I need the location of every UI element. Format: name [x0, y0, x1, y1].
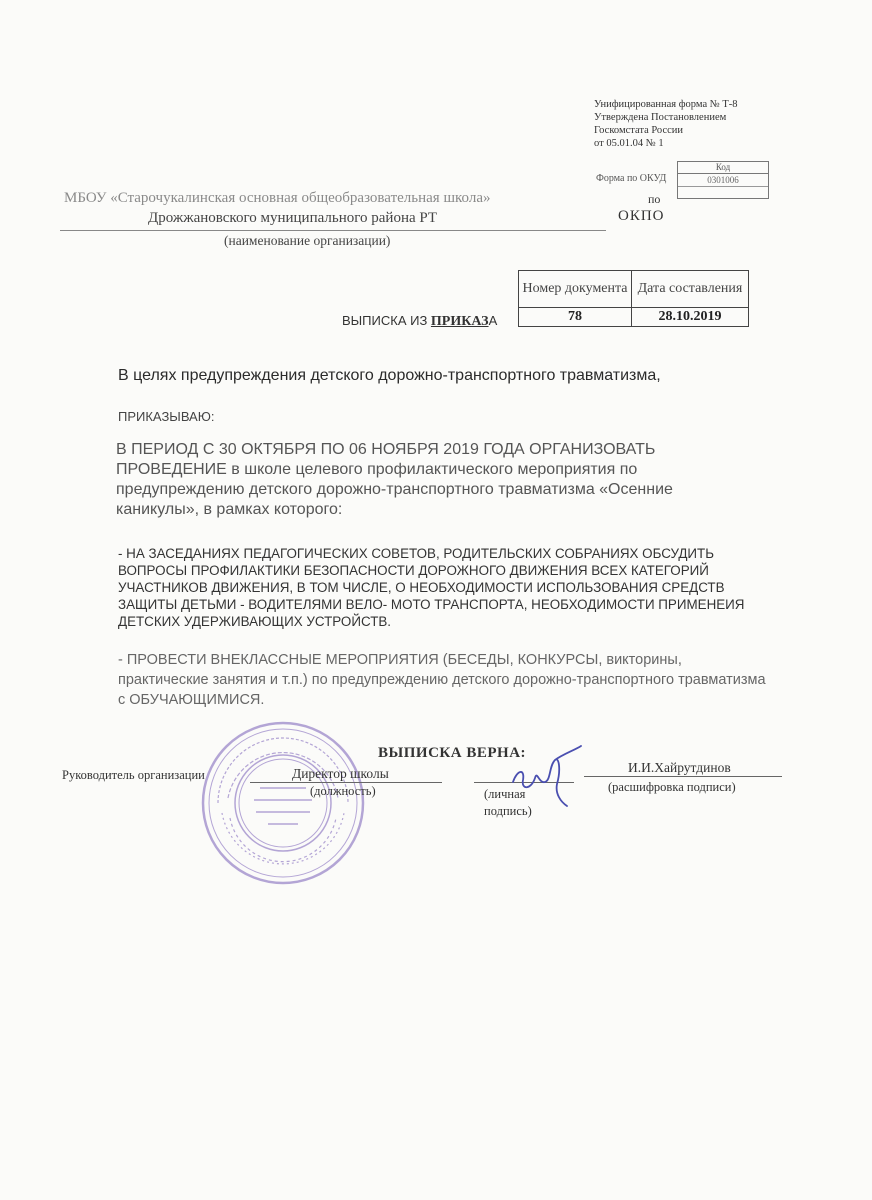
paragraph-2: - НА ЗАСЕДАНИЯХ ПЕДАГОГИЧЕСКИХ СОВЕТОВ, РОДИТЕЛЬСКИХ СОБРАНИЯХ ОБСУДИТЬ ВОПРОСЫ ПРОФИЛАКТИКИ БЕЗОПАСНОСТИ ДОРОЖНОГО ДВИЖЕНИЯ ВСЕХ КАТЕГОРИЙ УЧАСТНИКОВ ДВИЖЕНИЯ, В ТОМ ЧИСЛЕ, О НЕОБХОДИМОСТИ ИСПОЛЬЗОВАНИЯ СРЕДСТВ ЗАЩИТЫ ДЕТЬМИ - ВОДИТЕЛЯМИ ВЕЛО- МОТО ТРАНСПОРТА, НЕОБХОДИМОСТИ ПРИМЕНЕИЯ ДЕТСКИХ УДЕРЖИВАЮЩИХ УСТРОЙСТВ. — [118, 546, 745, 629]
name-line — [584, 776, 782, 777]
position-line — [250, 782, 442, 783]
code-box — [677, 161, 769, 199]
form-meta-line: Госкомстата России — [594, 125, 683, 136]
school-seal-stamp — [198, 718, 368, 888]
position-caption: (должность) — [310, 784, 376, 798]
document-info-table — [518, 270, 749, 327]
organization-name-line2: Дрожжановского муниципального района РТ — [148, 210, 438, 226]
position-value: Директор школы — [292, 766, 389, 781]
doc-date-header: Дата составления — [632, 271, 749, 308]
organization-name-line1: МБОУ «Старочукалинская основная общеобразовательная школа» — [64, 190, 491, 206]
paragraph-3: - ПРОВЕСТИ ВНЕКЛАССНЫЕ МЕРОПРИЯТИЯ (БЕСЕДЫ, КОНКУРСЫ, викторины, практические занятия и т.п.) по предупреждению детского дорожно-транспортного травматизма с ОБУЧАЮЩИМИСЯ. — [118, 652, 766, 708]
okud-code-value: 0301006 — [678, 174, 768, 187]
doc-number-value: 78 — [519, 308, 632, 327]
form-meta-line: от 05.01.04 № 1 — [594, 138, 664, 149]
form-metadata — [594, 98, 738, 150]
form-meta-line: Унифицированная форма № Т-8 — [594, 99, 738, 110]
organization-caption: (наименование организации) — [224, 233, 391, 248]
signature-caption: (личная подпись) — [484, 787, 532, 818]
po-label: по — [648, 192, 661, 206]
organization-underline — [60, 230, 606, 231]
doc-date-value: 28.10.2019 — [632, 308, 749, 327]
okud-label: Форма по ОКУД — [596, 173, 667, 184]
verified-stamp-text: ВЫПИСКА ВЕРНА: — [378, 745, 527, 761]
document-title — [342, 313, 497, 330]
order-word: ПРИКАЗЫВАЮ: — [118, 409, 215, 424]
handwritten-signature — [505, 740, 585, 810]
code-header: Код — [678, 162, 768, 174]
title-suffix: А — [488, 313, 498, 328]
title-prefix: ВЫПИСКА ИЗ — [342, 313, 431, 328]
name-value: И.И.Хайрутдинов — [628, 760, 731, 775]
form-meta-line: Утверждена Постановлением — [594, 112, 727, 123]
doc-number-header: Номер документа — [519, 271, 632, 308]
head-label: Руководитель организации — [62, 768, 205, 782]
intro-text: В целях предупреждения детского дорожно-транспортного травматизма, — [118, 367, 661, 384]
title-underlined: ПРИКАЗ — [430, 314, 489, 329]
paragraph-1: В ПЕРИОД С 30 ОКТЯБРЯ ПО 06 НОЯБРЯ 2019 ГОДА ОРГАНИЗОВАТЬ ПРОВЕДЕНИЕ в школе целевого профилактического мероприятия по предупреждению детского дорожно-транспортного травматизма «Осенние каникулы», в рамках которого: — [116, 441, 673, 518]
name-caption: (расшифровка подписи) — [608, 780, 736, 794]
okpo-label: ОКПО — [618, 208, 665, 224]
